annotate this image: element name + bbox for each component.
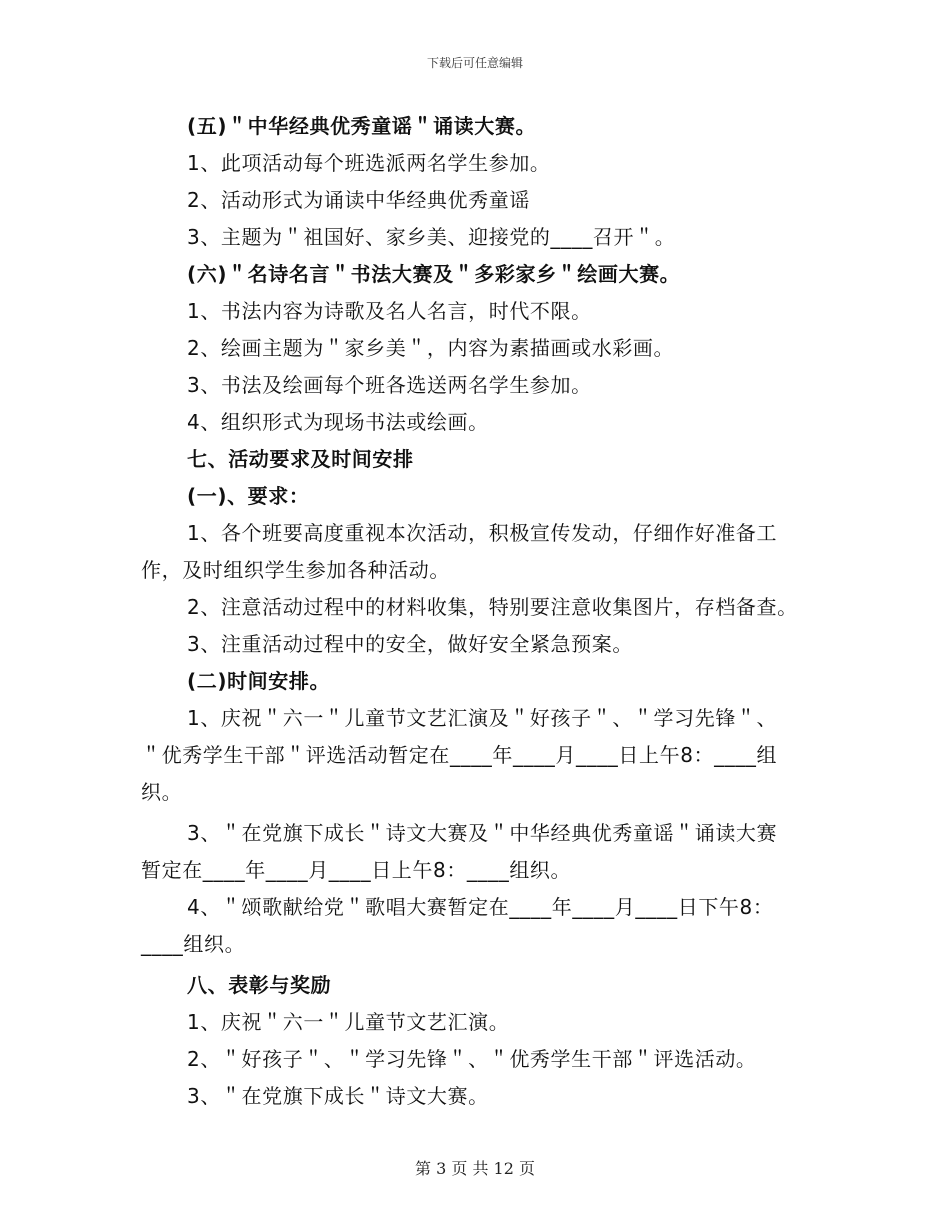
paragraph: 2、绘画主题为＂家乡美＂，内容为素描画或水彩画。 xyxy=(187,336,675,360)
paragraph: 3、书法及绘画每个班各选送两名学生参加。 xyxy=(187,373,592,397)
paragraph: 1、庆祝＂六一＂儿童节文艺汇演及＂好孩子＂、＂学习先锋＂、 xyxy=(187,706,778,730)
paragraph: 3、注重活动过程中的安全，做好安全紧急预案。 xyxy=(187,632,633,656)
paragraph: 2、＂好孩子＂、＂学习先锋＂、＂优秀学生干部＂评选活动。 xyxy=(187,1047,757,1071)
paragraph: 2、活动形式为诵读中华经典优秀童谣 xyxy=(187,188,530,212)
chapter-heading: 七、活动要求及时间安排 xyxy=(187,447,414,471)
page-header: 下载后可任意编辑 xyxy=(426,56,523,70)
paragraph-continuation: 作，及时组织学生参加各种活动。 xyxy=(141,558,450,582)
paragraph: 1、各个班要高度重视本次活动，积极宣传发动，仔细作好准备工 xyxy=(187,521,778,545)
paragraph-continuation: 暂定在____年____月____日上午8：____组织。 xyxy=(141,858,572,882)
paragraph: 4、组织形式为现场书法或绘画。 xyxy=(187,410,489,434)
paragraph: 1、庆祝＂六一＂儿童节文艺汇演。 xyxy=(187,1010,510,1034)
paragraph: 4、＂颂歌献给党＂歌唱大赛暂定在____年____月____日下午8： xyxy=(187,895,774,919)
section-heading: (六)＂名诗名言＂书法大赛及＂多彩家乡＂绘画大赛。 xyxy=(187,262,681,286)
page-number: 第 3 页 共 12 页 xyxy=(415,1159,535,1178)
section-heading: (二)时间安排。 xyxy=(187,669,331,693)
paragraph-continuation: ＂优秀学生干部＂评选活动暂定在____年____月____日上午8：____组 xyxy=(141,743,778,767)
paragraph: 3、主题为＂祖国好、家乡美、迎接党的____召开＂。 xyxy=(187,225,676,249)
section-heading: (五)＂中华经典优秀童谣＂诵读大赛。 xyxy=(187,114,537,138)
section-heading: (一)、要求： xyxy=(187,484,310,508)
paragraph-continuation: ____组织。 xyxy=(141,932,246,956)
paragraph: 1、此项活动每个班选派两名学生参加。 xyxy=(187,151,551,175)
paragraph: 3、＂在党旗下成长＂诗文大赛及＂中华经典优秀童谣＂诵读大赛 xyxy=(187,821,778,845)
document-body xyxy=(141,108,813,1115)
chapter-heading: 八、表彰与奖励 xyxy=(187,973,332,997)
paragraph-continuation: 织。 xyxy=(141,780,183,804)
paragraph: 2、注意活动过程中的材料收集，特别要注意收集图片，存档备查。 xyxy=(187,595,798,619)
paragraph: 3、＂在党旗下成长＂诗文大赛。 xyxy=(187,1084,489,1108)
paragraph: 1、书法内容为诗歌及名人名言，时代不限。 xyxy=(187,299,592,323)
